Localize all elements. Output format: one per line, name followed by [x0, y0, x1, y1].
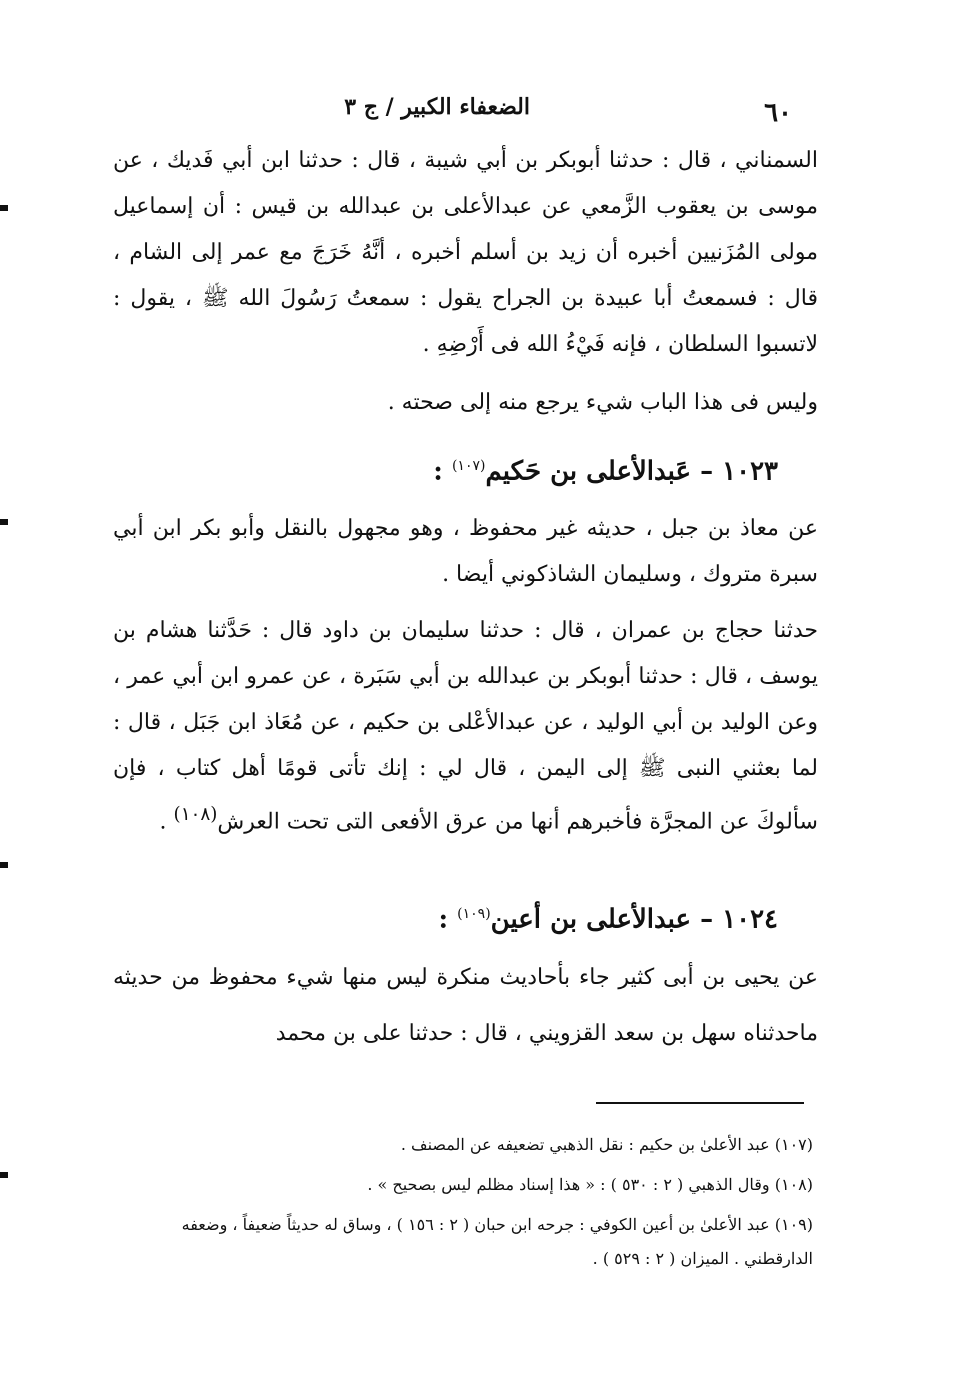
margin-mark — [0, 1172, 8, 1178]
footnote-108 — [143, 1168, 813, 1202]
paragraph-comment-1 — [113, 380, 818, 426]
paragraph-text: عن يحيى بن أبى كثير جاء بأحاديث منكرة ليس منها شيء محفوظ من حديثه ماحدثناه سهل بن سعد القزويني ، قال : حدثنا على بن محمد — [113, 965, 818, 1046]
entry-footnote-ref: (١٠٧) — [451, 458, 486, 474]
entry-colon: : — [433, 456, 443, 487]
entry-number: ١٠٢٣ — [722, 456, 778, 487]
footnote-divider — [596, 1102, 804, 1104]
footnote-text: عبد الأعلىٰ بن أعين الكوفي : جرحه ابن حبان ( ٢ : ١٥٦ ) ، وساق له حديثاً ضعيفاً ، وضعفه الدارقطني . الميزان ( ٢ : ٥٢٩ ) . — [181, 1215, 813, 1268]
footnote-109 — [143, 1208, 813, 1276]
page-header — [110, 88, 820, 128]
paragraph-text: عن معاذ بن جبل ، حديثه غير محفوظ ، وهو مجهول بالنقل وأبو بكر ابن أبي سبرة متروك ، وسليمان الشاذكوني أيضا . — [113, 516, 818, 587]
paragraph-entry-1023-summary — [113, 506, 818, 598]
footnotes — [143, 1128, 813, 1282]
margin-mark — [0, 519, 8, 525]
paragraph-entry-1023-hadith — [113, 608, 818, 845]
footnote-ref: (١٠٨) — [173, 804, 218, 825]
entry-heading-1023 — [118, 446, 778, 492]
paragraph-text — [113, 608, 818, 845]
page-number: ٦٠ — [764, 98, 792, 128]
paragraph-end: . — [159, 809, 174, 835]
footnote-number: (١٠٧) — [774, 1135, 813, 1154]
running-title: الضعفاء الكبير / ج ٣ — [344, 94, 530, 120]
footnote-number: (١٠٨) — [774, 1175, 813, 1194]
entry-number: ١٠٢٤ — [722, 904, 778, 935]
paragraph-entry-1024 — [113, 950, 818, 1062]
footnote-text: عبد الأعلىٰ بن حكيم : نقل الذهبي تضعيفه عن المصنف . — [400, 1135, 770, 1154]
footnote-text: وقال الذهبي ( ٢ : ٥٣٠ ) : « هذا إسناد مظلم ليس بصحيح » . — [367, 1175, 770, 1194]
footnote-number: (١٠٩) — [774, 1215, 813, 1234]
paragraph-hadith-1 — [113, 138, 818, 368]
paragraph-body: حدثنا حجاج بن عمران ، قال : حدثنا سليمان بن داود قال : حَدَّثنا هشام بن يوسف ، قال : حدثنا أبوبكر بن عبدالله بن أبي سَبَرة ، عن عمرو ابن أبي عمر ، وعن الوليد بن أبي الوليد ، عن عبدالأعْلى بن حكيم ، عن مُعَاذ ابن جَبَل ، قال : لما بعثني النبى ﷺ إلى اليمن ، قال لي : إنك تأتى قومًا أهل كتاب ، فإن سألوكَ عن المجرَّة فأخبرهم أنها من عرق الأفعى التى تحت العرش — [113, 618, 818, 835]
margin-mark — [0, 205, 8, 211]
margin-mark — [0, 862, 8, 868]
paragraph-text: وليس فى هذا الباب شيء يرجع منه إلى صحته . — [387, 390, 818, 415]
entry-colon: : — [438, 904, 449, 935]
entry-heading-1024 — [118, 894, 778, 940]
entry-dash: – — [700, 904, 714, 935]
entry-footnote-ref: (١٠٩) — [457, 906, 491, 922]
footnote-107 — [143, 1128, 813, 1162]
entry-name: عبدالأعلى بن أعين — [490, 904, 692, 935]
entry-name: عَبدالأعلى بن حَكيم — [485, 456, 692, 487]
entry-dash: – — [700, 456, 714, 487]
paragraph-text: السمناني ، قال : حدثنا أبوبكر بن أبي شيبة ، قال : حدثنا ابن أبي فَديك ، عن موسى بن يعقوب الزَّمعي عن عبدالأعلى بن عبدالله بن قيس : أن إسماعيل مولى المُزَنيين أخبره أن زيد بن أسلم أخبره ، أنَّهُ خَرَجَ مع عمر إلى الشام ، قال : فسمعتُ أبا عبيدة بن الجراح يقول : سمعتُ رَسُولَ الله ﷺ ، يقول : لاتسبوا السلطان ، فإنه فَيْءُ الله فى أَرْضِهِ . — [113, 148, 818, 357]
